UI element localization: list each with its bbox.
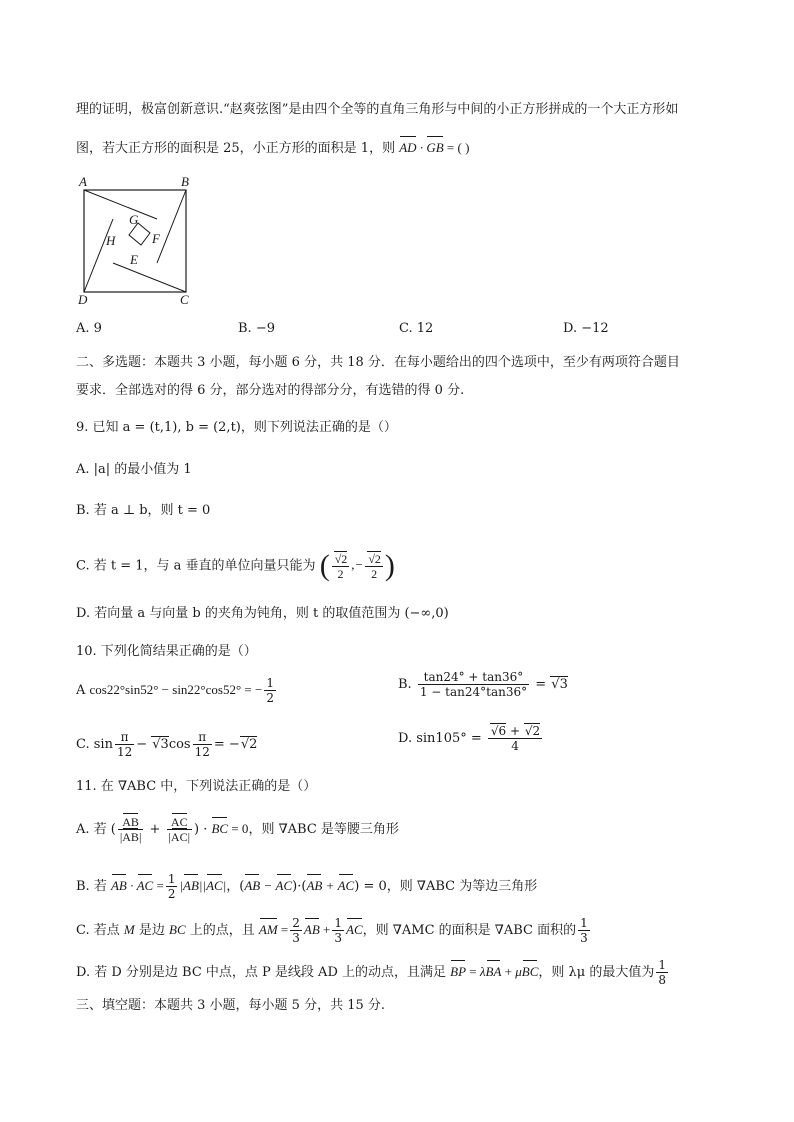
q9-option-c-text: C. 若 t = 1，与 a 垂直的单位向量只能为	[76, 558, 316, 574]
label-H: H	[106, 233, 116, 248]
q8-line-2	[76, 138, 469, 159]
q8-dot-product-expr: AD · GB = ( )	[399, 140, 469, 155]
q11-option-b-text: ，则 ∇ABC 为等边三角形	[386, 879, 538, 894]
label-F: F	[152, 231, 160, 246]
q8-option-d[interactable]: D. −12	[563, 321, 609, 336]
q9-option-c-vector: ( $\frac{√2}{2}$ ,− $\frac{√2}{2}$ )	[319, 549, 395, 583]
q10-option-c[interactable]: C. sin $\frac{\pi}{12}$ − √3cos $\frac{\pi}{12}$ = −√2	[76, 730, 258, 759]
q10-option-a[interactable]: A cos22°sin52° − sin22°cos52° = − $\frac{1}{2}$	[76, 676, 274, 705]
label-A: A	[79, 174, 87, 189]
label-C: C	[180, 292, 189, 306]
q11-option-c-text: ，则 ∇AMC 的面积是 ∇ABC 面积的	[362, 923, 577, 938]
section-3-heading: 三、填空题：本题共 3 小题，每小题 5 分，共 15 分.	[76, 998, 386, 1013]
label-D: D	[78, 292, 88, 306]
section-2-heading-1: 二、多选题：本题共 3 小题，每小题 6 分，共 18 分．在每小题给出的四个选项中，至少有两项符合题目	[76, 355, 680, 370]
q9-option-a[interactable]: A. |a| 的最小值为 1	[76, 462, 192, 477]
q11-stem: 11. 在 ∇ABC 中，下列说法正确的是（）	[76, 779, 317, 794]
q10-option-d[interactable]: D. sin105° = $\frac{√6 + √2}{4}$	[398, 724, 541, 753]
q8-line-2-text: 图，若大正方形的面积是 25，小正方形的面积是 1，则	[76, 141, 396, 156]
q11-option-a-text: ，则 ∇ABC 是等腰三角形	[248, 822, 399, 837]
q11-option-d-text: D. 若 D 分别是边 BC 中点，点 P 是线段 AD 上的动点，且满足	[76, 965, 447, 980]
q9-stem: 9. 已知 a = (t,1), b = (2,t)，则下列说法正确的是（）	[76, 420, 397, 435]
q8-option-a[interactable]: A. 9	[76, 321, 102, 336]
q8-option-c[interactable]: C. 12	[399, 321, 434, 336]
q9-option-c[interactable]	[76, 549, 395, 583]
q9-option-b[interactable]: B. 若 a ⊥ b，则 t = 0	[76, 503, 211, 518]
label-G: G	[129, 212, 139, 227]
q8-option-b[interactable]: B. −9	[238, 321, 275, 336]
label-E: E	[130, 252, 138, 267]
q10-option-b[interactable]: B. $\frac{\tan 24^\circ + \tan 36^\circ}{1 - \tan 24^\circ\tan 36^\circ}$ = √3	[398, 670, 568, 699]
label-B: B	[181, 174, 189, 189]
zhao-shuang-diagram	[76, 172, 196, 306]
section-2-heading-2: 要求．全部选对的得 6 分，部分选对的得部分分，有选错的得 0 分.	[76, 383, 465, 398]
q11-option-d[interactable]: D. 若 D 分别是边 BC 中点，点 P 是线段 AD 上的动点，且满足 BP = λBA + μBC，则 λμ 的最大值为 $\frac{1}{8}$	[76, 958, 667, 987]
q11-option-b[interactable]: B. 若 AB · AC = $\frac{1}{2}$ |AB||AC|，(AB − AC)·(AB + AC) = 0，则 ∇ABC 为等边三角形	[76, 872, 538, 901]
q10-stem: 10. 下列化简结果正确的是（）	[76, 644, 257, 659]
q11-option-c[interactable]: C. 若点 M 是边 BC 上的点，且 AM = $\frac{2}{3}$ AB + $\frac{1}{3}$ AC，则 ∇AMC 的面积是 ∇ABC 面积的 $\frac{1}{3}$	[76, 916, 588, 945]
q11-option-d-tail: ，则 λμ 的最大值为	[538, 965, 655, 980]
q11-option-a[interactable]: A. 若 ( $\frac{AB}{|AB|}$ + $\frac{AC}{|AC|}$ ) · BC = 0，则 ∇ABC 是等腰三角形	[76, 815, 399, 844]
q8-line-1: 理的证明，极富创新意识.“赵爽弦图”是由四个全等的直角三角形与中间的小正方形拼成的一个大正方形如	[76, 102, 679, 117]
q9-option-d[interactable]: D. 若向量 a 与向量 b 的夹角为钝角，则 t 的取值范围为 (−∞,0)	[76, 606, 449, 621]
